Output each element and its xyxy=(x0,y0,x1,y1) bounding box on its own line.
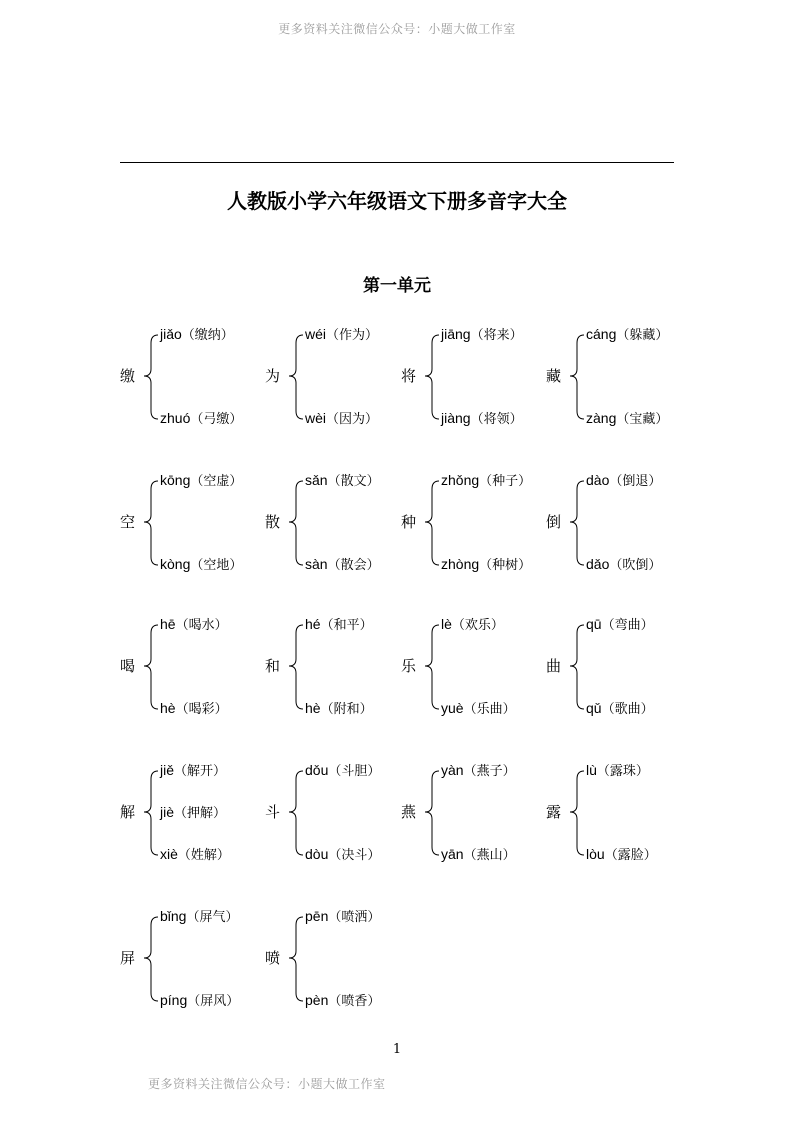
pinyin: zhuó xyxy=(160,410,191,426)
curly-brace xyxy=(284,326,306,423)
reading-line xyxy=(305,762,380,780)
pinyin: jiě xyxy=(160,762,175,778)
curly-brace xyxy=(420,472,442,569)
polyphone-entry xyxy=(265,616,415,718)
reading-line xyxy=(586,700,654,718)
reading-line xyxy=(586,762,649,780)
polyphone-entry xyxy=(265,908,415,1010)
reading-line xyxy=(305,326,378,344)
reading-line xyxy=(586,556,661,574)
polyphone-char: 露 xyxy=(546,803,562,821)
reading-line xyxy=(160,846,230,864)
polyphone-entry xyxy=(120,326,270,428)
example-word: （因为） xyxy=(326,412,379,427)
pinyin: jiāng xyxy=(441,326,471,342)
example-word: （将领） xyxy=(470,412,523,427)
curly-brace xyxy=(565,616,587,713)
curly-brace xyxy=(565,326,587,423)
polyphone-char: 倒 xyxy=(546,513,562,531)
pinyin: zhòng xyxy=(441,556,480,572)
pinyin: hē xyxy=(160,616,176,632)
pinyin: dào xyxy=(586,472,610,488)
polyphone-entry xyxy=(120,472,270,574)
polyphone-entry xyxy=(546,762,696,864)
reading-line xyxy=(160,992,239,1010)
reading-line xyxy=(160,804,226,822)
pinyin: dǒu xyxy=(305,762,329,778)
curly-brace xyxy=(139,908,161,1005)
reading-line xyxy=(305,472,380,490)
reading-line xyxy=(441,472,531,490)
reading-line xyxy=(305,908,380,926)
example-word: （和平） xyxy=(320,618,373,633)
pinyin: jiàng xyxy=(441,410,471,426)
example-word: （欢乐） xyxy=(451,618,504,633)
reading-line xyxy=(441,556,531,574)
unit-heading: 第一单元 xyxy=(363,276,431,296)
example-word: （吹倒） xyxy=(609,558,662,573)
reading-line xyxy=(586,616,654,634)
pinyin: bǐng xyxy=(160,908,187,924)
reading-line xyxy=(441,326,523,344)
reading-line xyxy=(441,700,516,718)
example-word: （燕山） xyxy=(463,848,516,863)
polyphone-char: 缴 xyxy=(120,367,136,385)
reading-line xyxy=(160,908,238,926)
pinyin: jiǎo xyxy=(160,326,182,342)
example-word: （空虚） xyxy=(190,474,243,489)
example-word: （喷香） xyxy=(328,994,381,1009)
example-word: （附和） xyxy=(320,702,373,717)
curly-brace xyxy=(565,762,587,859)
pinyin: qǔ xyxy=(586,700,602,716)
reading-line xyxy=(160,616,228,634)
curly-brace xyxy=(139,326,161,423)
pinyin: lè xyxy=(441,616,452,632)
polyphone-entry xyxy=(401,326,551,428)
reading-line xyxy=(305,410,378,428)
pinyin: hè xyxy=(305,700,321,716)
example-word: （喷洒） xyxy=(328,910,381,925)
polyphone-char: 将 xyxy=(401,367,417,385)
example-word: （散文） xyxy=(327,474,380,489)
example-word: （倒退） xyxy=(609,474,662,489)
reading-line xyxy=(305,616,373,634)
polyphone-entry xyxy=(401,616,551,718)
page-number: 1 xyxy=(392,1042,402,1057)
reading-line xyxy=(160,762,226,780)
pinyin: cáng xyxy=(586,326,617,342)
polyphone-entry xyxy=(265,326,415,428)
reading-line xyxy=(586,410,668,428)
example-word: （押解） xyxy=(174,806,227,821)
curly-brace xyxy=(139,762,161,859)
pinyin: kòng xyxy=(160,556,191,572)
reading-line xyxy=(160,326,234,344)
reading-line xyxy=(305,700,373,718)
curly-brace xyxy=(420,616,442,713)
curly-brace xyxy=(284,762,306,859)
example-word: （露脸） xyxy=(604,848,657,863)
polyphone-char: 屏 xyxy=(120,949,136,967)
polyphone-entry xyxy=(265,762,415,864)
curly-brace xyxy=(139,472,161,569)
reading-line xyxy=(586,472,661,490)
example-word: （宝藏） xyxy=(616,412,669,427)
polyphone-char: 为 xyxy=(265,367,281,385)
example-word: （姓解） xyxy=(177,848,230,863)
pinyin: yuè xyxy=(441,700,464,716)
reading-line xyxy=(160,556,242,574)
polyphone-entry xyxy=(120,616,270,718)
polyphone-char: 散 xyxy=(265,513,281,531)
curly-brace xyxy=(284,616,306,713)
example-word: （露珠） xyxy=(596,764,649,779)
pinyin: lù xyxy=(586,762,597,778)
pinyin: hé xyxy=(305,616,321,632)
polyphone-char: 斗 xyxy=(265,803,281,821)
example-word: （种树） xyxy=(479,558,532,573)
pinyin: yān xyxy=(441,846,464,862)
footer-watermark: 更多资料关注微信公众号：小题大做工作室 xyxy=(148,1077,386,1091)
example-word: （弯曲） xyxy=(601,618,654,633)
polyphone-char: 曲 xyxy=(546,657,562,675)
curly-brace xyxy=(284,908,306,1005)
polyphone-char: 空 xyxy=(120,513,136,531)
page-title: 人教版小学六年级语文下册多音字大全 xyxy=(227,189,567,213)
polyphone-entry xyxy=(546,616,696,718)
example-word: （将来） xyxy=(470,328,523,343)
polyphone-entry xyxy=(265,472,415,574)
example-word: （燕子） xyxy=(463,764,516,779)
polyphone-entry xyxy=(120,762,270,864)
pinyin: píng xyxy=(160,992,188,1008)
example-word: （躲藏） xyxy=(616,328,669,343)
header-watermark: 更多资料关注微信公众号：小题大做工作室 xyxy=(278,22,516,36)
reading-line xyxy=(586,846,657,864)
example-word: （斗胆） xyxy=(328,764,381,779)
polyphone-char: 喷 xyxy=(265,949,281,967)
example-word: （散会） xyxy=(327,558,380,573)
curly-brace xyxy=(565,472,587,569)
curly-brace xyxy=(139,616,161,713)
pinyin: dǎo xyxy=(586,556,610,572)
polyphone-entry xyxy=(546,326,696,428)
header-rule xyxy=(120,162,674,163)
example-word: （决斗） xyxy=(328,848,381,863)
pinyin: lòu xyxy=(586,846,605,862)
polyphone-entry xyxy=(120,908,270,1010)
example-word: （屏风） xyxy=(187,994,240,1009)
pinyin: dòu xyxy=(305,846,329,862)
pinyin: jiè xyxy=(160,804,175,820)
pinyin: yàn xyxy=(441,762,464,778)
example-word: （喝水） xyxy=(175,618,228,633)
example-word: （缴纳） xyxy=(181,328,234,343)
curly-brace xyxy=(284,472,306,569)
example-word: （种子） xyxy=(479,474,532,489)
polyphone-entry xyxy=(401,472,551,574)
reading-line xyxy=(160,472,242,490)
example-word: （乐曲） xyxy=(463,702,516,717)
example-word: （弓缴） xyxy=(190,412,243,427)
reading-line xyxy=(305,992,380,1010)
polyphone-char: 燕 xyxy=(401,803,417,821)
curly-brace xyxy=(420,326,442,423)
pinyin: qū xyxy=(586,616,602,632)
pinyin: kōng xyxy=(160,472,191,488)
polyphone-char: 种 xyxy=(401,513,417,531)
polyphone-entry xyxy=(546,472,696,574)
reading-line xyxy=(160,410,242,428)
example-word: （空地） xyxy=(190,558,243,573)
pinyin: pēn xyxy=(305,908,329,924)
polyphone-char: 解 xyxy=(120,803,136,821)
pinyin: pèn xyxy=(305,992,329,1008)
polyphone-entry xyxy=(401,762,551,864)
example-word: （作为） xyxy=(326,328,379,343)
example-word: （喝彩） xyxy=(175,702,228,717)
reading-line xyxy=(160,700,228,718)
reading-line xyxy=(441,762,516,780)
polyphone-char: 和 xyxy=(265,657,281,675)
pinyin: wèi xyxy=(305,410,327,426)
polyphone-char: 喝 xyxy=(120,657,136,675)
pinyin: sǎn xyxy=(305,472,328,488)
pinyin: xiè xyxy=(160,846,178,862)
polyphone-char: 乐 xyxy=(401,657,417,675)
curly-brace xyxy=(420,762,442,859)
reading-line xyxy=(586,326,668,344)
reading-line xyxy=(441,846,516,864)
pinyin: sàn xyxy=(305,556,328,572)
example-word: （解开） xyxy=(174,764,227,779)
pinyin: zàng xyxy=(586,410,617,426)
reading-line xyxy=(441,410,523,428)
example-word: （歌曲） xyxy=(601,702,654,717)
reading-line xyxy=(305,846,380,864)
example-word: （屏气） xyxy=(186,910,239,925)
polyphone-char: 藏 xyxy=(546,367,562,385)
pinyin: wéi xyxy=(305,326,327,342)
reading-line xyxy=(305,556,380,574)
reading-line xyxy=(441,616,504,634)
pinyin: zhǒng xyxy=(441,472,480,488)
pinyin: hè xyxy=(160,700,176,716)
